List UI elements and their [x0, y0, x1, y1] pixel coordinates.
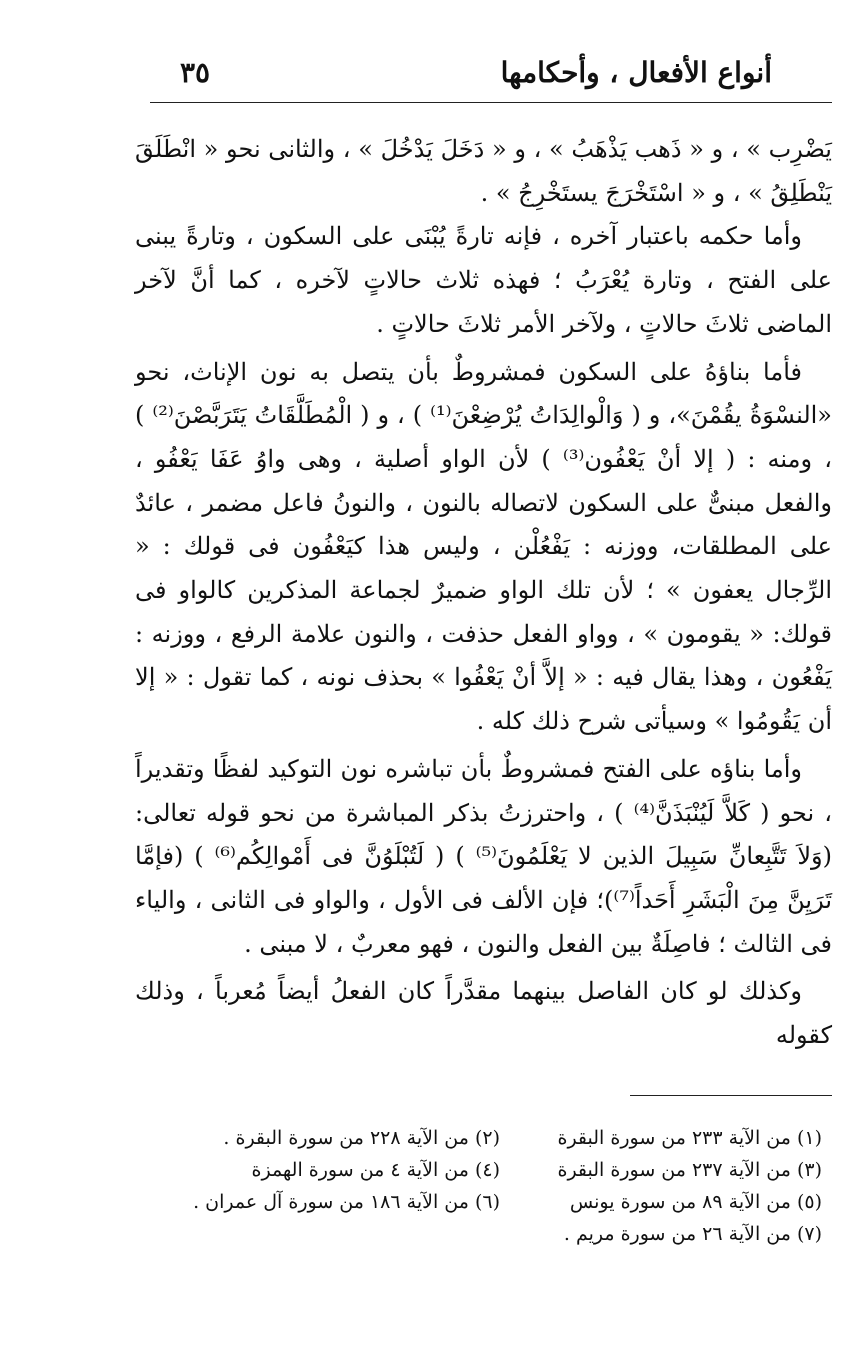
paragraph: يَضْرِب » ، و « ذَهب يَذْهَبُ » ، و « دَخَلَ يَدْخُلَ » ، والثانى نحو « انْطَلَقَ يَنْطَلِقُ » ، و « اسْتَخْرَجَ يستَخْرِجُ » . [135, 135, 832, 207]
footnote-4: (٤) من الآية ٤ من سورة الهمزة [251, 1159, 500, 1181]
page-number: ٣٥ [180, 56, 211, 89]
footnote-7: (٧) من الآية ٢٦ من سورة مريم . [563, 1223, 822, 1245]
paragraph: وأما حكمه باعتبار آخره ، فإنه تارةً يُبْنَى على السكون ، وتارةً يبنى على الفتح ، وتارة يُعْرَبُ ؛ فهذه ثلاث حالاتٍ لآخره ، كما أنَّ لآخر الماضى ثلاثَ حالاتٍ ، ولآخر الأمر ثلاثَ حالاتٍ . [135, 222, 832, 338]
running-title: أنواع الأفعال ، وأحكامها [500, 56, 772, 89]
body-text [135, 128, 832, 1058]
footnote-row [150, 1154, 822, 1186]
paragraph: وأما بناؤه على الفتح فمشروطٌ بأن تباشره نون التوكيد لفظًا وتقديراً ، نحو ( كَلاَّ لَيُنْبَذَنَّ⁽⁴⁾ ) ، واحترزتُ بذكر المباشرة من نحو قوله تعالى: (وَلاَ تَتَّبِعانِّ سَبِيلَ الذين لا يَعْلَمُونَ⁽⁵⁾ ) ( لَتُبْلَوُنَّ فى أَمْوالِكُم⁽⁶⁾ ) (فإمَّا تَرَيِنَّ مِنَ الْبَشَرِ أَحَداً⁽⁷⁾)؛ فإن الألف فى الأول ، والواو فى الثانى ، والياء فى الثالث ؛ فاصِلَةٌ بين الفعل والنون ، فهو معربٌ ، لا مبنى . [135, 754, 833, 958]
footnote-3: (٣) من الآية ٢٣٧ من سورة البقرة [557, 1159, 822, 1181]
footnote-2: (٢) من الآية ٢٢٨ من سورة البقرة . [223, 1127, 500, 1149]
footnote-row [150, 1122, 822, 1154]
footnote-6: (٦) من الآية ١٨٦ من سورة آل عمران . [193, 1191, 500, 1213]
footnotes [150, 1122, 822, 1250]
footnote-1: (١) من الآية ٢٣٣ من سورة البقرة [557, 1127, 822, 1149]
footnote-row [150, 1218, 822, 1250]
footnote-rule [630, 1095, 832, 1096]
footnote-5: (٥) من الآية ٨٩ من سورة يونس [569, 1191, 822, 1213]
header-rule [150, 102, 832, 103]
page-header [150, 52, 832, 102]
paragraph: وكذلك لو كان الفاصل بينهما مقدَّراً كان الفعلُ أيضاً مُعرباً ، وذلك كقوله [135, 977, 832, 1050]
footnote-row [150, 1186, 822, 1218]
paragraph: فأما بناؤهُ على السكون فمشروطٌ بأن يتصل به نون الإناث، نحو «النسْوَةُ يقُمْنَ»، و ( وَالْوالِدَاتُ يُرْضِعْنَ⁽¹⁾ ) ، و ( الْمُطَلَّقَاتُ يَتَرَبَّصْنَ⁽²⁾ ) ، ومنه : ( إلا أنْ يَعْفُون⁽³⁾ ) لأن الواو أصلية ، وهى واوُ عَفَا يَعْفُو ، والفعل مبنىٌّ على السكون لاتصاله بالنون ، والنونُ فاعل مضمر ، عائدٌ على المطلقات، ووزنه : يَفْعُلْن ، وليس هذا كيَعْفُون فى قولك : « الرِّجال يعفون » ؛ لأن تلك الواو ضميرٌ لجماعة المذكرين كالواو فى قولك: « يقومون » ، وواو الفعل حذفت ، والنون علامة الرفع ، ووزنه : يَفْعُون ، وهذا يقال فيه : « إلاَّ أنْ يَعْفُوا » بحذف نونه ، كما تقول : « إلا أن يَقُومُوا » وسيأتى شرح ذلك كله . [135, 357, 832, 736]
